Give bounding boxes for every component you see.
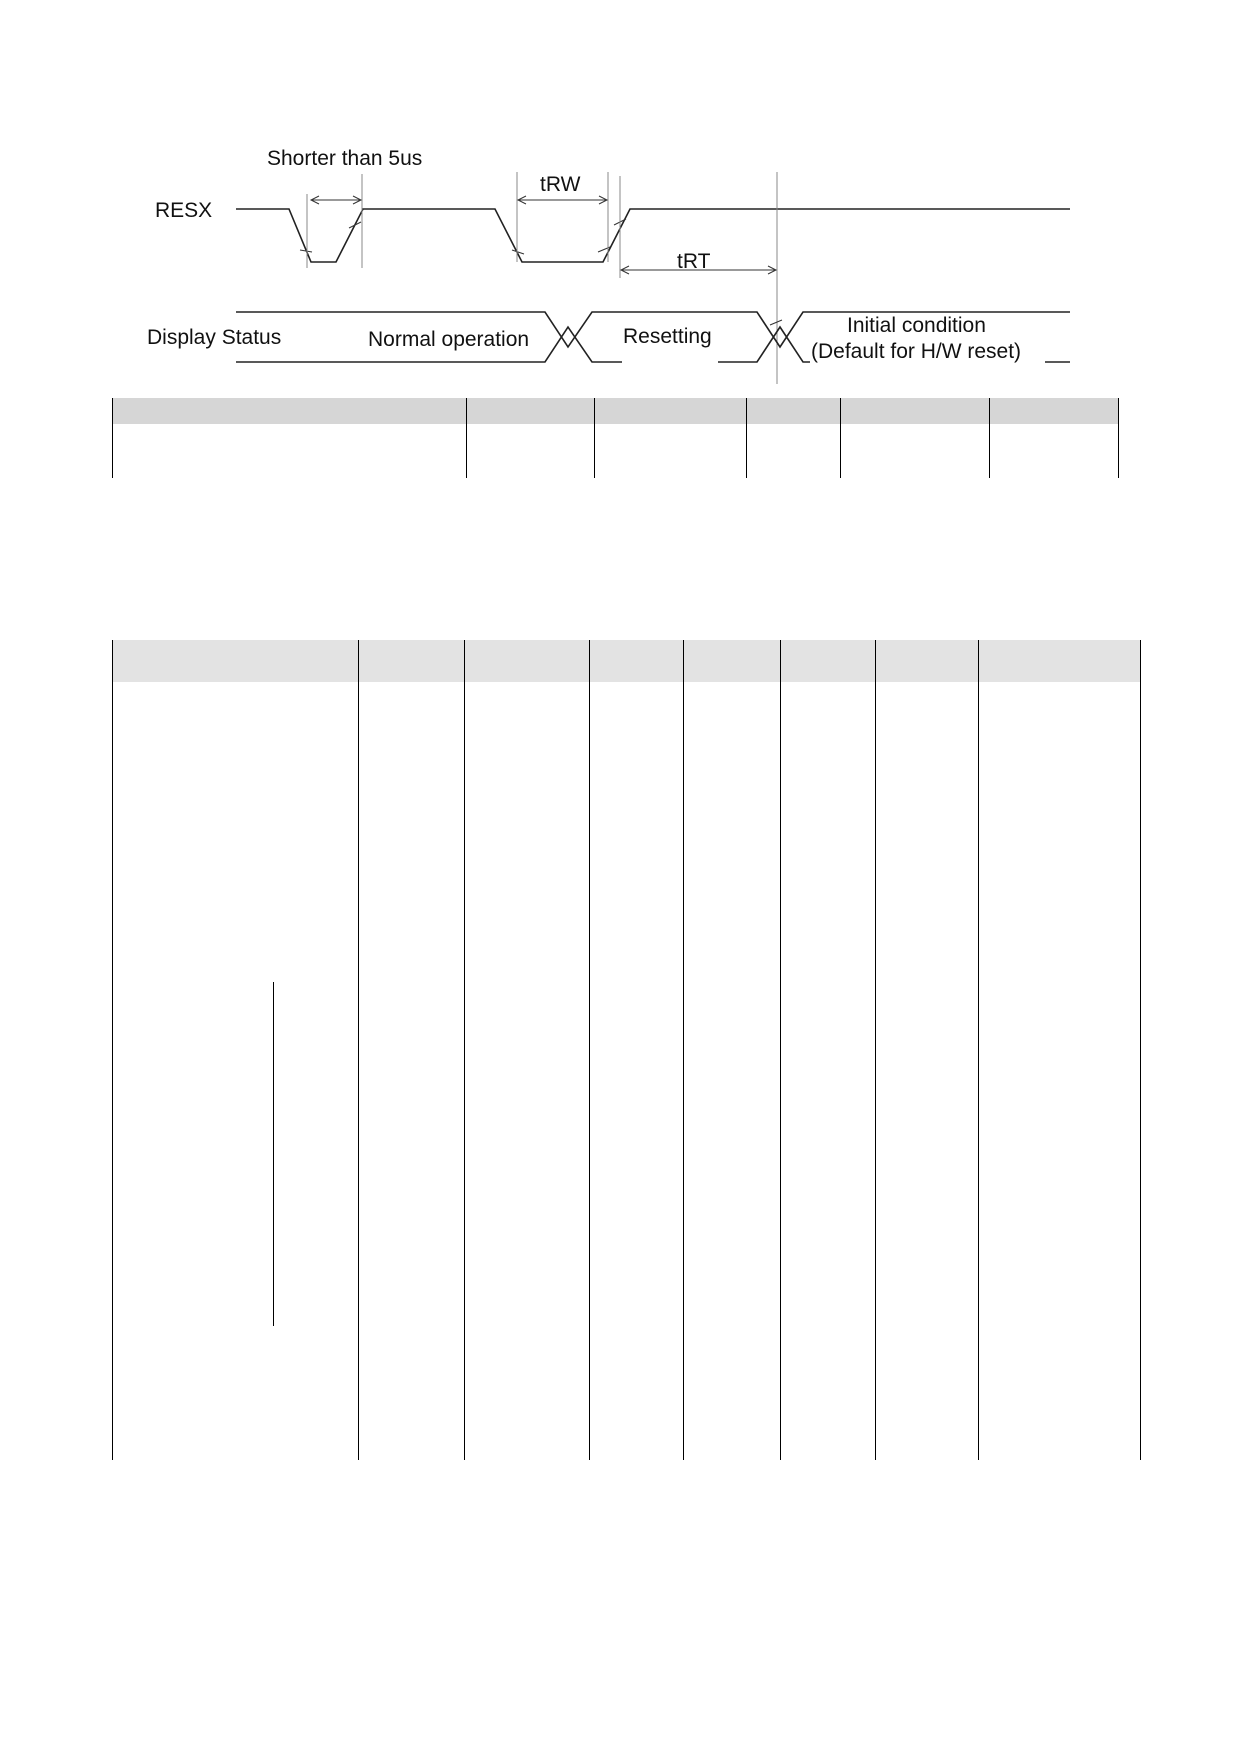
table-header-cell bbox=[359, 640, 465, 682]
table-header-cell bbox=[465, 640, 590, 682]
table-row bbox=[113, 424, 1119, 478]
table-header-cell bbox=[781, 640, 876, 682]
table-header-cell bbox=[990, 398, 1119, 424]
table-cell bbox=[113, 682, 359, 1460]
reset-timing-diagram bbox=[0, 0, 1240, 400]
table-cell bbox=[590, 682, 684, 1460]
state-normal: Normal operation bbox=[368, 328, 530, 351]
edge-tick bbox=[770, 320, 782, 325]
inner-divider bbox=[273, 982, 274, 1326]
trw-label: tRW bbox=[540, 173, 581, 196]
edge-tick bbox=[349, 222, 361, 228]
table-cell bbox=[979, 682, 1141, 1460]
table-header-row bbox=[113, 398, 1119, 424]
table-cell bbox=[990, 424, 1119, 478]
state-initial-line2: (Default for H/W reset) bbox=[811, 340, 1022, 363]
table-header-cell bbox=[684, 640, 781, 682]
table-header-cell bbox=[595, 398, 747, 424]
table-header-cell bbox=[467, 398, 595, 424]
table-header-row bbox=[113, 640, 1141, 682]
state-initial-line1: Initial condition bbox=[847, 314, 986, 337]
table-header-cell bbox=[876, 640, 979, 682]
table-cell bbox=[747, 424, 841, 478]
table-cell bbox=[359, 682, 465, 1460]
glitch-note: Shorter than 5us bbox=[267, 147, 423, 170]
table-header-cell bbox=[113, 640, 359, 682]
resx-waveform bbox=[236, 209, 1070, 262]
table-cell bbox=[113, 424, 467, 478]
display-status-label: Display Status bbox=[147, 326, 282, 349]
table-cell bbox=[841, 424, 990, 478]
table-header-cell bbox=[113, 398, 467, 424]
trt-label: tRT bbox=[677, 250, 711, 273]
table-cell bbox=[781, 682, 876, 1460]
table-cell bbox=[467, 424, 595, 478]
status-bus-bottom bbox=[718, 327, 810, 362]
state-resetting: Resetting bbox=[623, 325, 712, 348]
register-table bbox=[112, 640, 1141, 1460]
timing-parameter-table bbox=[112, 398, 1119, 478]
table-cell bbox=[595, 424, 747, 478]
resx-label: RESX bbox=[155, 199, 213, 222]
table-cell bbox=[465, 682, 590, 1460]
table-header-cell bbox=[979, 640, 1141, 682]
table-header-cell bbox=[747, 398, 841, 424]
table-row bbox=[113, 682, 1141, 1460]
table-cell bbox=[684, 682, 781, 1460]
table-header-cell bbox=[590, 640, 684, 682]
table-header-cell bbox=[841, 398, 990, 424]
table-cell bbox=[876, 682, 979, 1460]
